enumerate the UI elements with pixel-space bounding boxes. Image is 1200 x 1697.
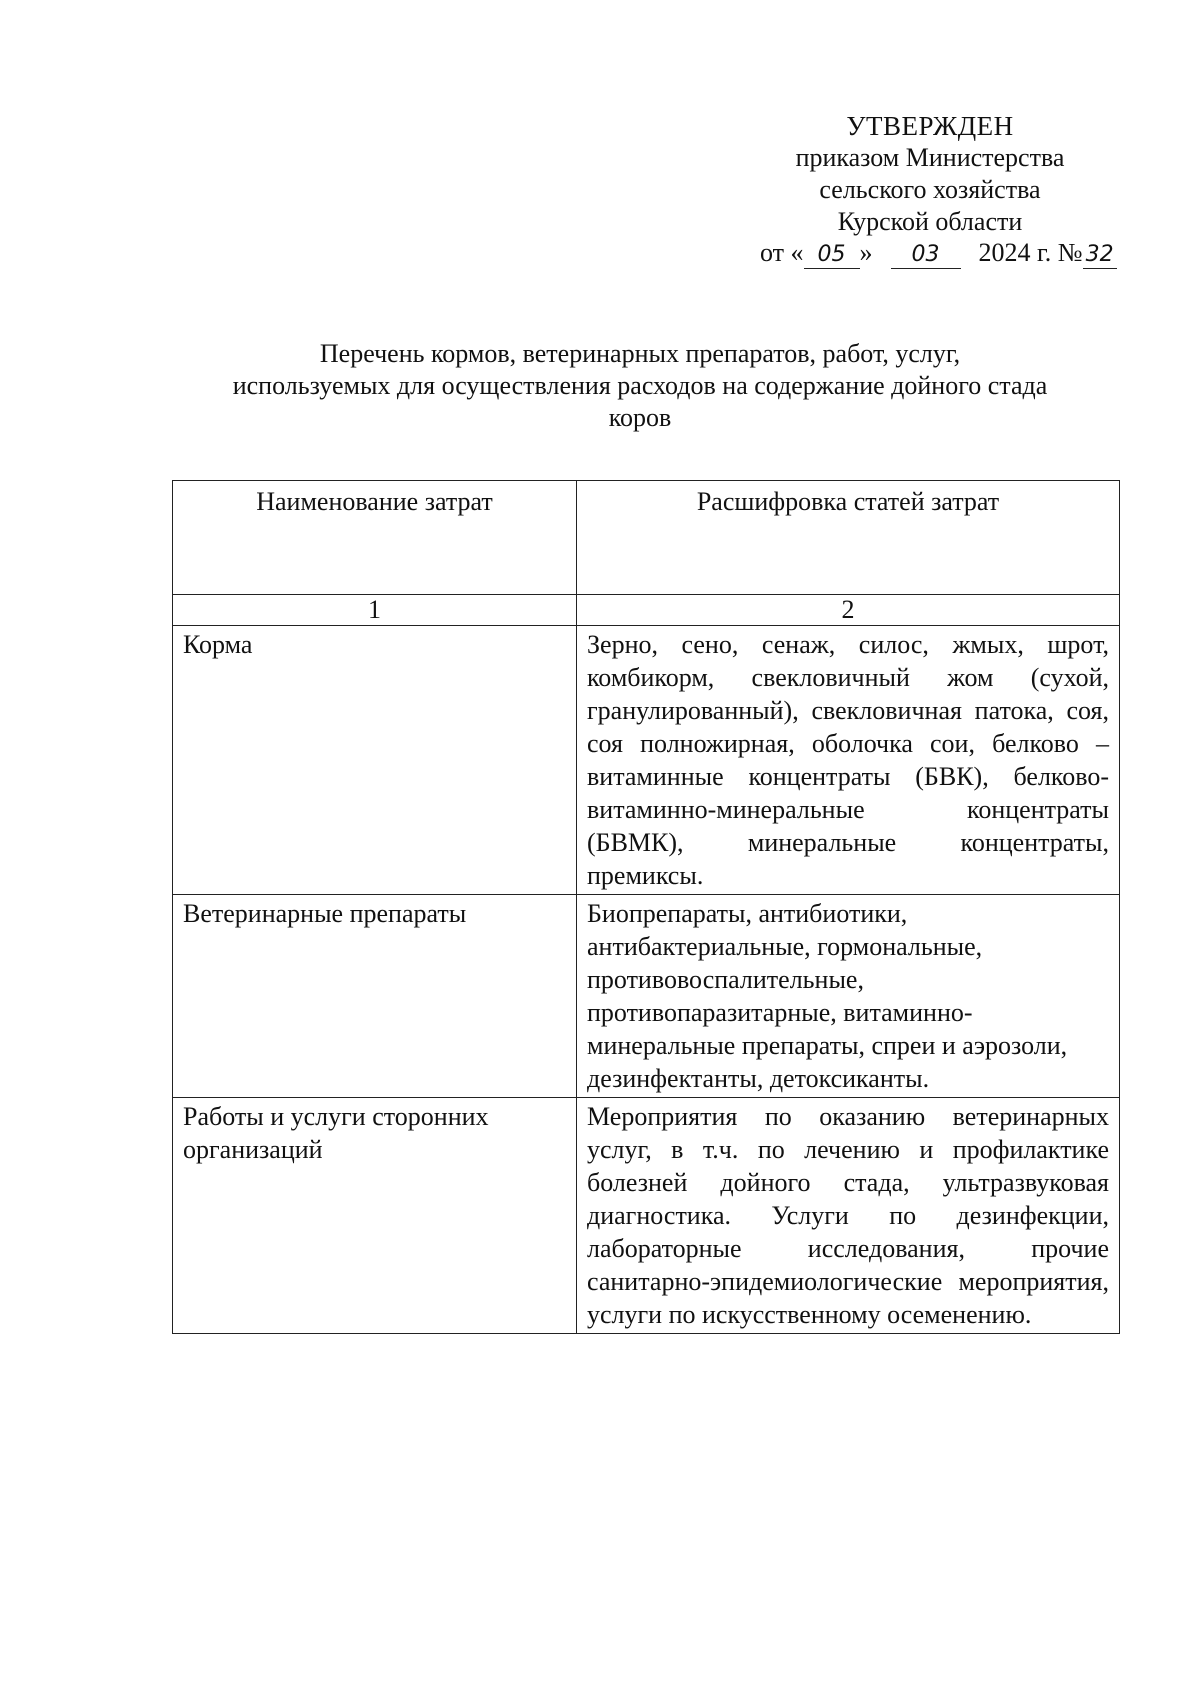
row-vet-name: Ветеринарные препараты — [173, 895, 577, 1098]
document-title-line-2: используемых для осуществления расходов на содержание дойного стада — [232, 371, 1048, 400]
row-feed-description: Зерно, сено, сенаж, силос, жмых, шрот, комбикорм, свекловичный жом (сухой, гранулированный), свекловичная патока, соя, соя полножирная, оболочка сои, белково – витаминные концентраты (БВК), белково-витаминно-минеральные концентраты (БВМК), минеральные концентраты, премиксы. — [577, 626, 1120, 895]
table-row — [173, 626, 1120, 895]
order-prefix: от « — [760, 238, 804, 267]
order-date-line — [760, 238, 1117, 269]
document-title — [190, 338, 1090, 434]
header-cost-description: Расшифровка статей затрат — [577, 481, 1120, 595]
approval-block — [700, 110, 1160, 238]
document-title-line-3: коров — [608, 403, 672, 432]
column-number-row — [173, 595, 1120, 626]
row-services-name: Работы и услуги сторонних организаций — [173, 1098, 577, 1334]
row-feed-name: Корма — [173, 626, 577, 895]
row-services-description: Мероприятия по оказанию ветеринарных услуг, в т.ч. по лечению и профилактике болезней дойного стада, ультразвуковая диагностика. Услуги по дезинфекции, лабораторные исследования, прочие санитарно-эпидемиологические мероприятия, услуги по искусственному осеменению. — [577, 1098, 1120, 1334]
approval-title: УТВЕРЖДЕН — [846, 111, 1014, 141]
order-year: 2024 г. № — [978, 238, 1083, 267]
column-number-2: 2 — [577, 595, 1120, 626]
approval-line-region: Курской области — [837, 207, 1023, 236]
order-day: 05 — [804, 242, 860, 269]
header-cost-name: Наименование затрат — [173, 481, 577, 595]
costs-table — [172, 480, 1120, 1334]
table-row — [173, 1098, 1120, 1334]
order-number: 32 — [1083, 242, 1117, 269]
order-quote-close: » — [859, 238, 873, 267]
row-vet-description: Биопрепараты, антибиотики, антибактериальные, гормональные, противовоспалительные, противопаразитарные, витаминно-минеральные препараты, спреи и аэрозоли, дезинфектанты, детоксиканты. — [577, 895, 1120, 1098]
table-header-row — [173, 481, 1120, 595]
document-title-line-1: Перечень кормов, ветеринарных препаратов, работ, услуг, — [319, 339, 961, 368]
table-row — [173, 895, 1120, 1098]
order-month: 03 — [891, 242, 961, 269]
column-number-1: 1 — [173, 595, 577, 626]
approval-line-agriculture: сельского хозяйства — [819, 175, 1041, 204]
approval-line-ministry: приказом Министерства — [795, 143, 1065, 172]
